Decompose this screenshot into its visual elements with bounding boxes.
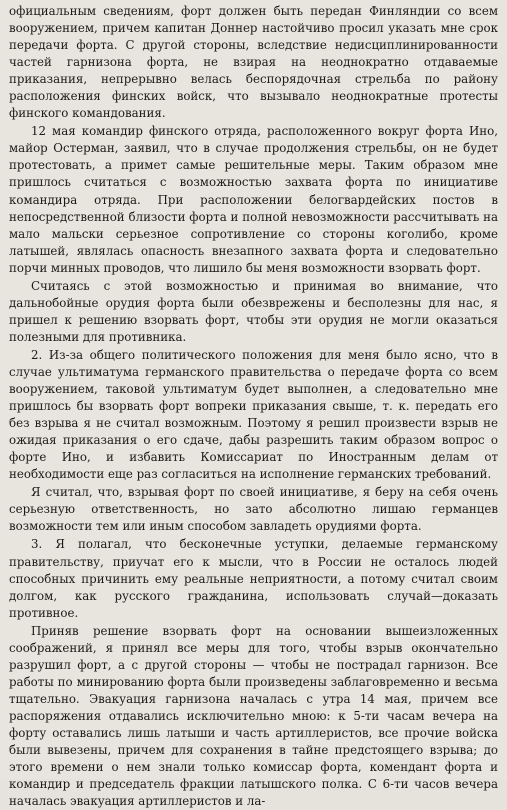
paragraph-4: 2. Из-за общего политического положения для меня было ясно, что в случае ультиматума германского правительства о передаче форта со всем вооружением, таковой ультиматум будет выполнен, а следовательно мне пришлось бы взорвать форт вопреки приказания свыше, т. к. передать его без взрыва я не считал возможным. Поэтому я решил произвести взрыв не ожидая приказания о его сдаче, дабы разрешить таким образом вопрос о форте Ино, и избавить Комиссариат по Иностранным делам от необходимости еще раз согласиться на исполнение германских требований. <box>9 347 498 482</box>
paragraph-3: Считаясь с этой возможностью и принимая во внимание, что дальнобойные орудия форта были обезврежены и бесполезны для нас, я пришел к решению взорвать форт, чтобы эти орудия не могли оказаться полезными для противника. <box>9 278 498 344</box>
paragraph-5: Я считал, что, взрывая форт по своей инициативе, я беру на себя очень серьезную ответственность, но зато абсолютно лишаю германцев возможности тем или иным способом завладеть орудиями форта. <box>9 485 498 534</box>
paragraph-1: официальным сведениям, форт должен быть передан Финляндии со всем вооружением, причем капитан Доннер настойчиво просил указать мне срок передачи форта. С другой стороны, вследствие недисциплинированности частей гарнизона форта, не взирая на неоднократно отдаваемые приказания, непрерывно велась беспорядочная стрельба по району расположения финских войск, что вызывало неоднократные протесты финского командования. <box>9 4 498 121</box>
paragraph-7: Приняв решение взорвать форт на основании вышеизложенных соображений, я принял все меры для того, чтобы взрыв окончательно разрушил форт, а с другой стороны — чтобы не пострадал гарнизон. Все работы по минированию форта были произведены заблаговременно и весьма тщательно. Эвакуация гарнизона началась с утра 14 мая, причем все распоряжения отдавались исключительно мною: к 5-ти часам вечера на форту оставались лишь латыши и часть артиллеристов, все прочие войска были вывезены, причем для сохранения в тайне предстоящего взрыва; до этого времени о нем знали только комиссар форта, комендант форта и командир и председатель фракции латышского полка. С 6-ти часов вечера началась эвакуация артиллеристов и ла- <box>9 623 498 809</box>
paragraph-6: 3. Я полагал, что бесконечные уступки, делаемые германскому правительству, приучат его к мысли, что в России не осталось людей способных причинить ему реальные неприятности, а потому считал своим долгом, как русского гражданина, использовать случай—доказать противное. <box>9 537 498 620</box>
paragraph-2: 12 мая командир финского отряда, расположенного вокруг форта Ино, майор Остерман, заявил, что в случае продолжения стрельбы, он не будет протестовать, а примет самые решительные меры. Таким образом мне пришлось считаться с возможностью захвата форта по инициативе командира отряда. При расположении белогвардейских постов в непосредственной близости форта и полной невозможности рассчитывать на мало мальски серьезное сопротивление со стороны коголибо, кроме латышей, являлась опасность внезапного захвата форта и следовательно порчи минных проводов, что лишило бы меня возможности взорвать форт. <box>9 124 498 275</box>
